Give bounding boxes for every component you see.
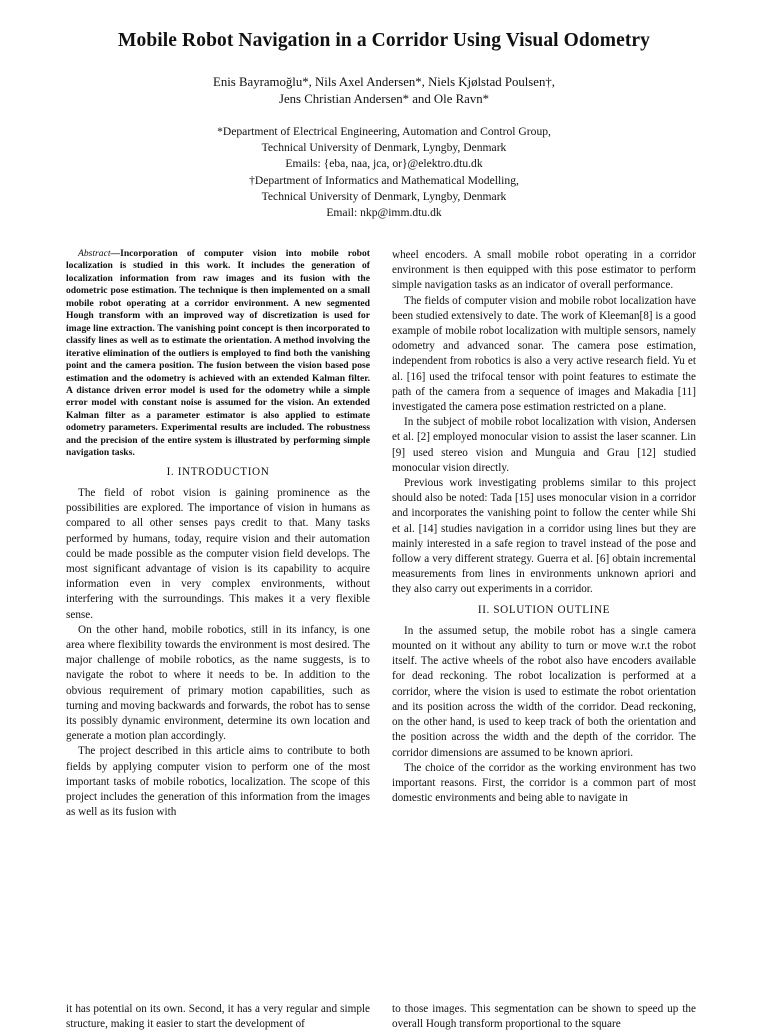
paragraph: The fields of computer vision and mobile robot localization have been studied extensively to date. The work of Kleeman[8] is a good example of mobile robot localization with multiple sensors, namely odometry and advanced sonar. The camera pose estimation, independent from robotics is also a very active research field. Yu et al. [16] used the trifocal tensor with point features to estimate the path of the camera from a sequence of images and Makadia [11] investigated the camera pose estimation restricted on a plane.: [392, 294, 696, 414]
left-column: [66, 248, 370, 819]
authors-line-2: Jens Christian Andersen* and Ole Ravn*: [278, 92, 490, 106]
right-column: [392, 248, 696, 866]
abstract-label: Abstract: [78, 248, 111, 259]
abstract: [66, 248, 370, 460]
affiliation-line: Technical University of Denmark, Lyngby, Denmark: [261, 141, 507, 155]
paragraph: The field of robot vision is gaining prominence as the possibilities are explored. The importance of vision in humans as compared to all other senses pays credit to that. Many tasks performed by humans, today, require vision and their automation could be made possible as the computer vision field develops. The most significant advantage of vision is its capability to acquire information even in very complex environments, without interfering with the surroundings. This makes it a very flexible sense.: [66, 486, 370, 621]
paragraph: In the assumed setup, the mobile robot has a single camera mounted on it without any ability to turn or move w.r.t the robot itself. The active wheels of the robot also have encoders available for dead reckoning. The robot localization is performed at a corridor, where the vision is used to estimate the robot orientation and its position across the width of the corridor. Dead reckoning, on the other hand, is used to keep track of both the orientation and the position across the width and the depth of the corridor. The corridor dimensions are assumed to be known apriori.: [392, 624, 696, 759]
affiliation-email: Email: nkp@imm.dtu.dk: [326, 206, 442, 220]
paragraph: it has potential on its own. Second, it has a very regular and simple structure, making it easier to start the development of: [66, 1003, 370, 1031]
paragraph: to those images. This segmentation can be shown to speed up the overall Hough transform proportional to the square: [392, 1003, 696, 1031]
section-heading-solution-outline: II. SOLUTION OUTLINE: [477, 603, 611, 616]
paragraph: The choice of the corridor as the working environment has two important reasons. First, the corridor is a common part of most domestic environments and being able to navigate in: [392, 761, 696, 805]
affiliation-line: †Department of Informatics and Mathematical Modelling,: [249, 173, 519, 187]
authors-line-1: Enis Bayramoğlu*, Nils Axel Andersen*, Niels Kjølstad Poulsen†,: [213, 75, 555, 89]
affiliation-line: Technical University of Denmark, Lyngby, Denmark: [261, 189, 507, 203]
section-heading-introduction: I. INTRODUCTION: [166, 465, 270, 478]
paragraph: In the subject of mobile robot localization with vision, Andersen et al. [2] employed monocular vision to assist the laser scanner. Lin [9] used stereo vision and Munguia and Grau [12] studied monocular vision directly.: [392, 416, 696, 474]
paragraph: wheel encoders. A small mobile robot operating in a corridor environment is then equipped with this pose estimator to perform simple navigation tasks as an indicator of overall performance.: [392, 249, 696, 292]
right-column-continuation: [392, 1002, 696, 1031]
affiliation-line: *Department of Electrical Engineering, Automation and Control Group,: [217, 125, 551, 138]
left-column-continuation: [66, 1002, 370, 1031]
affiliations: [0, 124, 768, 221]
paper-title: Mobile Robot Navigation in a Corridor Using Visual Odometry: [117, 30, 651, 51]
paragraph: On the other hand, mobile robotics, still in its infancy, is one area where flexibility towards the environment is most desired. The major challenge of mobile robotics, as the name suggests, is to navigate the robot to where it needs to be. In addition to the obvious requirement of primary motion capabilities, such as turning and moving backwards and forwards, the robot has to sense its possibly dynamic environment, determine its own location and generate a motion plan accordingly.: [66, 623, 370, 743]
author-list: [0, 74, 768, 108]
paragraph: The project described in this article aims to contribute to both fields by applying computer vision to perform one of the most important tasks of mobile robotics, localization. The scope of this project includes the generation of this information from the images as well as its fusion with: [66, 745, 370, 819]
paragraph: Previous work investigating problems similar to this project should also be noted: Tada [15] uses monocular vision in a corridor and incorporates the vanishing point to follow the center while Shi et al. [14] studies navigation in a corridor using lines but they are mainly interested in a safe region to travel instead of the pose and follow a very different strategy. Guerra et al. [6] obtain incremental measurements from lines in environments unknown apriori and they also carry out experiments in a corridor.: [392, 477, 696, 596]
affiliation-email: Emails: {eba, naa, jca, or}@elektro.dtu.dk: [285, 157, 483, 171]
abstract-text: —Incorporation of computer vision into mobile robot localization is studied in this work. It includes the generation of localization information from raw images and its fusion with the odometric pose estimation. The technique is then implemented on a small mobile robot operating at a corridor environment. A new segmented Hough transform with an improved way of discretization is used for image line extraction. The vanishing point concept is then incorporated to classify lines as well as to estimate the orientation. A method involving the iterative elimination of the outliers is employed to find both the vanishing point and the camera position. The fusion between the vision based pose estimation and the odometry is achieved with an extended Kalman filter. A distance driven error model is used for the odometry while a simple error model with constant noise is assumed for the vision. An extended Kalman filter as a parameter estimator is also applied to estimate odometry parameters. Experimental results are included. The robustness and the precision of the entire system is illustrated by performing simple navigation tasks.: [66, 248, 370, 459]
